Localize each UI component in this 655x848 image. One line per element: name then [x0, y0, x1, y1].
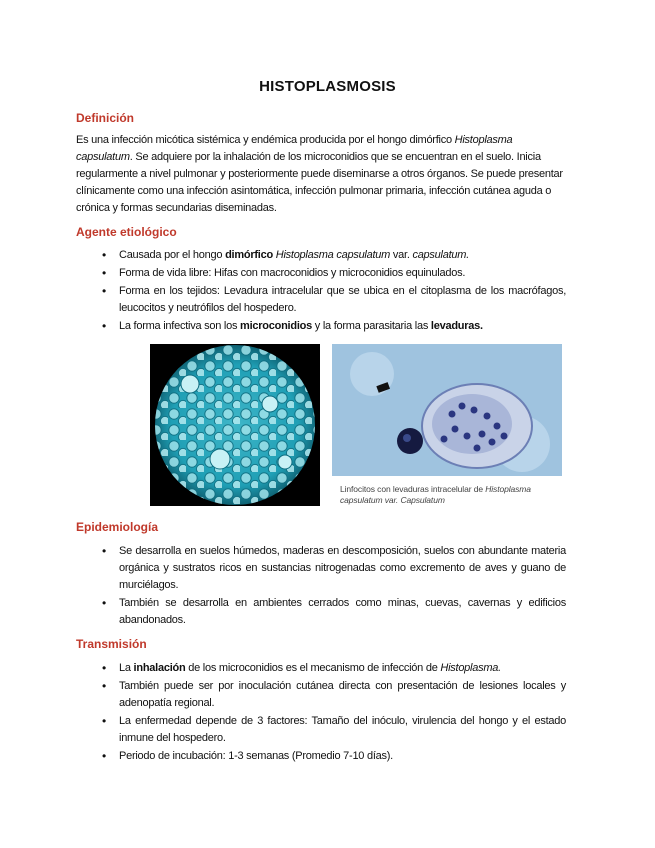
figure-caption: Linfocitos con levaduras intracelular de Histoplasma capsulatum var. Capsulatum [340, 484, 531, 505]
definicion-heading: Definición [76, 111, 135, 125]
agente-heading: Agente etiológico [76, 225, 177, 239]
list-item: • Causada por el hongo dimórfico Histoplasma capsulatum var. capsulatum. [76, 247, 566, 264]
transmision-heading: Transmisión [76, 637, 147, 651]
epidemiologia-list [76, 543, 566, 630]
transmision-list [76, 660, 566, 766]
epidemiologia-heading: Epidemiología [76, 520, 159, 534]
list-item: • También se desarrolla en ambientes cerrados como minas, cuevas, cavernas y edificios abandonados. [76, 595, 566, 629]
list-item: • Periodo de incubación: 1-3 semanas (Promedio 7-10 días). [76, 748, 566, 765]
list-item: • También puede ser por inoculación cutánea directa con presentación de lesiones locales y adenopatía regional. [76, 678, 566, 712]
agente-list [76, 247, 566, 336]
definicion-paragraph: Es una infección micótica sistémica y endémica producida por el hongo dimórfico Histoplasma capsulatum. Se adquiere por la inhalación de los microconidios que se encuentran en el suelo. Inicia regularmente a nivel pulmonar y posteriormente puede diseminarse a otros órganos. Se puede presentar clínicamente como una infección asintomática, infección pulmonar primaria, infección cutánea aguda o crónica y formas secundarias diseminadas. [76, 134, 563, 214]
list-item: • La inhalación de los microconidios es el mecanismo de infección de Histoplasma. [76, 660, 566, 677]
microscopy-image-culture [150, 344, 320, 506]
list-item: • La forma infectiva son los microconidios y la forma parasitaria las levaduras. [76, 318, 566, 335]
list-item: • La enfermedad depende de 3 factores: Tamaño del inóculo, virulencia del hongo y el estado inmune del hospedero. [76, 713, 566, 747]
list-item: • Forma de vida libre: Hifas con macroconidios y microconidios equinulados. [76, 265, 566, 282]
list-item: • Forma en los tejidos: Levadura intracelular que se ubica en el citoplasma de los macrófagos, leucocitos y neutrófilos del hospedero. [76, 283, 566, 317]
list-item: • Se desarrolla en suelos húmedos, maderas en descomposición, suelos con abundante materia orgánica y sustratos ricos en sustancias nitrogenadas como excremento de aves y guano de murciélagos. [76, 543, 566, 594]
page-title: HISTOPLASMOSIS [259, 78, 396, 95]
